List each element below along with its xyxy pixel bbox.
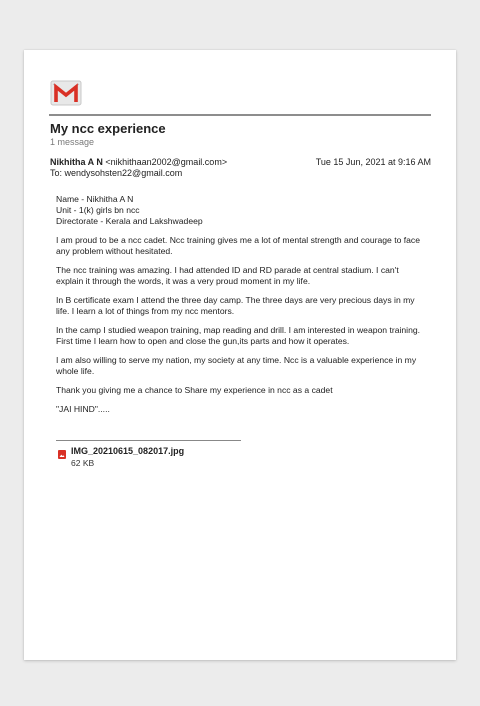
gmail-logo-icon xyxy=(50,76,82,108)
recipient-line: To: wendysohsten22@gmail.com xyxy=(50,168,183,178)
email-date: Tue 15 Jun, 2021 at 9:16 AM xyxy=(315,157,431,167)
info-line: Unit - 1(k) girls bn ncc xyxy=(56,205,140,215)
attachment-divider xyxy=(56,440,241,441)
email-body xyxy=(56,194,428,423)
body-paragraph: Thank you giving me a chance to Share my experience in ncc as a cadet xyxy=(56,385,333,395)
sender-email[interactable]: <nikhithaan2002@gmail.com> xyxy=(105,157,228,167)
body-paragraph: I am proud to be a ncc cadet. Ncc training gives me a lot of mental strength and courage to face any problem without hesitated. xyxy=(56,235,421,256)
body-paragraph: The ncc training was amazing. I had attended ID and RD parade at central stadium. I can't explain it through the words, it was a very proud moment in my life. xyxy=(56,265,399,286)
body-paragraph: In the camp I studied weapon training, map reading and drill. I am interested in weapon training. First time I learn how to open and close the gun,its parts and how it operates. xyxy=(56,325,421,346)
image-file-icon xyxy=(58,450,66,459)
body-paragraph: "JAI HIND"..... xyxy=(56,404,110,414)
email-subject: My ncc experience xyxy=(50,121,166,136)
header-divider xyxy=(49,114,431,116)
body-paragraph: In B certificate exam I attend the three day camp. The three days are very precious days in my life. I learn a lot of things from my ncc mentors. xyxy=(56,295,415,316)
sender-line xyxy=(50,157,227,167)
sender-info-block xyxy=(56,194,428,227)
attachment-filename[interactable]: IMG_20210615_082017.jpg xyxy=(71,446,185,456)
info-line: Directorate - Kerala and Lakshwadeep xyxy=(56,216,203,226)
sender-name: Nikhitha A N xyxy=(50,157,103,167)
info-line: Name - Nikhitha A N xyxy=(56,194,134,204)
message-count: 1 message xyxy=(50,137,95,147)
attachment-size: 62 KB xyxy=(71,458,95,468)
email-print-page xyxy=(24,50,456,660)
body-paragraph: I am also willing to serve my nation, my society at any time. Ncc is a valuable experience in my whole life. xyxy=(56,355,417,376)
